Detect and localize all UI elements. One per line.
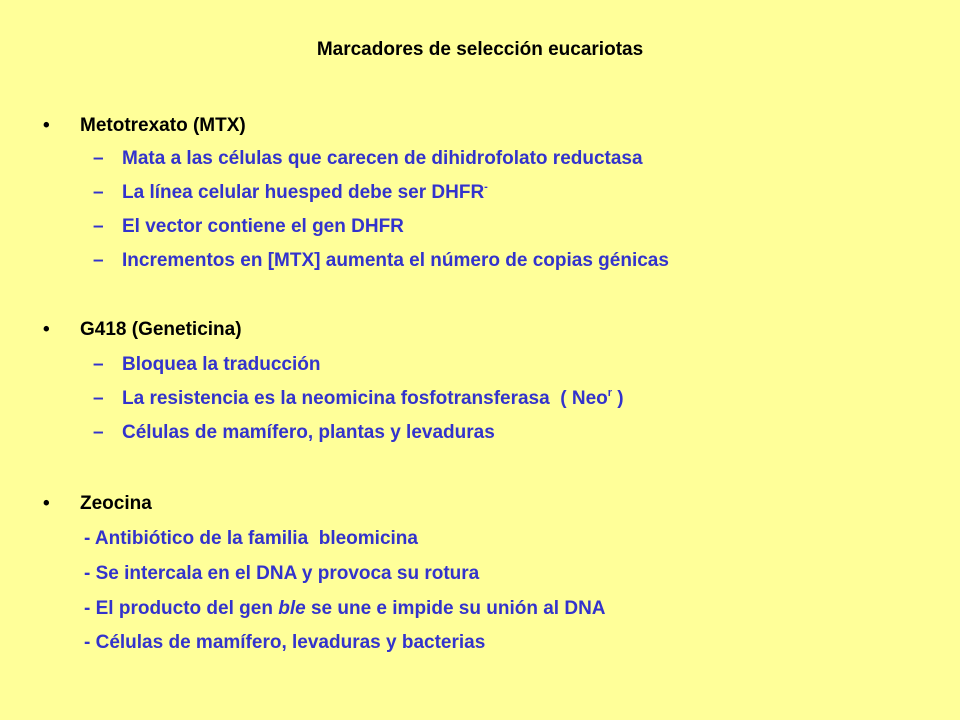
list-item: [0, 353, 960, 377]
section-heading-zeocina: Zeocina: [80, 493, 152, 514]
list-item-pre-text: - El producto del gen: [84, 598, 279, 619]
dash-icon: –: [93, 216, 104, 237]
list-item-post-text: se une e impide su unión al DNA: [305, 598, 606, 619]
dash-icon: –: [93, 250, 104, 271]
list-item: [0, 147, 960, 171]
list-item-text: - Antibiótico de la familia bleomicina: [84, 528, 418, 549]
bullet-icon: •: [43, 115, 50, 136]
bullet-icon: •: [43, 493, 50, 514]
list-item: [0, 631, 960, 655]
list-item: [0, 527, 960, 551]
section-heading-row: [0, 492, 960, 516]
section-heading-row: [0, 114, 960, 138]
list-item-text: - Células de mamífero, levaduras y bacterias: [84, 632, 486, 653]
dash-icon: –: [93, 422, 104, 443]
dash-icon: –: [93, 148, 104, 169]
list-item-text: [122, 181, 488, 205]
list-item-after-text: ): [612, 388, 624, 409]
list-item-text: Bloquea la traducción: [122, 354, 321, 375]
list-item: [0, 597, 960, 621]
slide-title: Marcadores de selección eucariotas: [316, 39, 644, 60]
list-item-text: [84, 597, 606, 621]
list-item-main-text: La línea celular huesped debe ser DHFR: [122, 182, 485, 203]
superscript: r: [607, 387, 613, 399]
list-item: [0, 215, 960, 239]
list-item-text: Mata a las células que carecen de dihidrofolato reductasa: [122, 148, 643, 169]
dash-icon: –: [93, 388, 104, 409]
list-item: [0, 387, 960, 411]
list-item-text: Células de mamífero, plantas y levaduras: [122, 422, 495, 443]
superscript: -: [484, 181, 488, 193]
list-item: [0, 562, 960, 586]
list-item-text: Incrementos en [MTX] aumenta el número de copias génicas: [122, 250, 669, 271]
list-item-main-text: La resistencia es la neomicina fosfotransferasa ( Neo: [122, 388, 608, 409]
list-item-text: - Se intercala en el DNA y provoca su rotura: [84, 563, 480, 584]
list-item-text: El vector contiene el gen DHFR: [122, 216, 404, 237]
list-item: [0, 421, 960, 445]
section-heading-mtx: Metotrexato (MTX): [80, 115, 246, 136]
list-item: [0, 249, 960, 273]
section-heading-row: [0, 318, 960, 342]
gene-name: ble: [278, 598, 306, 619]
dash-icon: –: [93, 354, 104, 375]
bullet-icon: •: [43, 319, 50, 340]
list-item-text: [122, 387, 624, 411]
dash-icon: –: [93, 182, 104, 203]
section-heading-g418: G418 (Geneticina): [80, 319, 242, 340]
list-item: [0, 181, 960, 205]
